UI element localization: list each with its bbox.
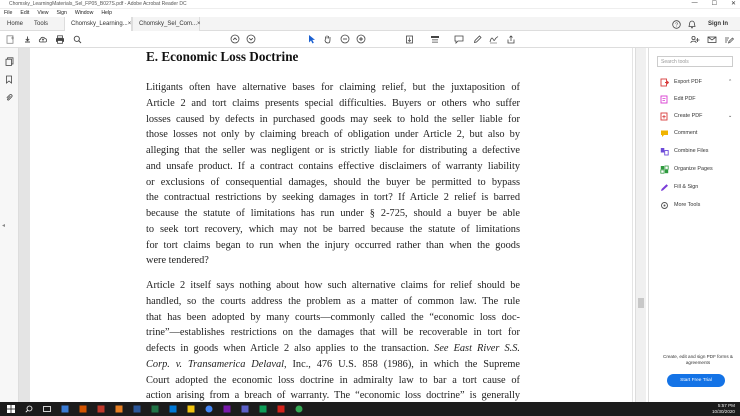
scroll-mode-icon[interactable] bbox=[430, 34, 440, 44]
app-icon[interactable] bbox=[150, 404, 160, 414]
previous-page-icon[interactable] bbox=[230, 34, 240, 44]
app-icon[interactable] bbox=[222, 404, 232, 414]
chevron-up-icon[interactable]: ⌃ bbox=[728, 79, 733, 85]
attachment-icon[interactable] bbox=[4, 92, 14, 102]
tool-label: Comment bbox=[674, 130, 698, 136]
tab-home[interactable]: Home bbox=[7, 21, 24, 27]
main-toolbar bbox=[0, 31, 740, 48]
sign-tool-icon[interactable] bbox=[489, 34, 499, 44]
text-line: trine”—establishes restrictions on the damages that will be recoverable in tort for bbox=[146, 327, 520, 339]
tool-export-pdf[interactable] bbox=[660, 77, 733, 87]
text-line bbox=[146, 357, 520, 373]
share-icon[interactable] bbox=[506, 34, 516, 44]
app-icon[interactable] bbox=[204, 404, 214, 414]
svg-text:?: ? bbox=[674, 21, 679, 28]
case-citation: See East River S.S. bbox=[434, 343, 521, 354]
tab-document-2[interactable] bbox=[132, 17, 200, 31]
clock-date: 10/30/2020 bbox=[712, 408, 735, 414]
hand-tool-icon[interactable] bbox=[322, 34, 332, 44]
tools-panel bbox=[648, 48, 740, 402]
tool-label: Create PDF bbox=[674, 113, 703, 119]
menu-file[interactable]: File bbox=[4, 10, 13, 16]
text-line: losses caused by defects in purchased goods may seek to hold the seller liable for bbox=[146, 113, 520, 125]
tool-more-tools[interactable] bbox=[660, 200, 700, 210]
text-line: alleging that the seller was negligent or is strictly liable for distributing a defective bbox=[146, 145, 520, 156]
menu-edit[interactable]: Edit bbox=[20, 10, 30, 16]
page-thumbnails-icon[interactable] bbox=[4, 56, 14, 66]
app-icon[interactable] bbox=[78, 404, 88, 414]
tool-organize-pages[interactable] bbox=[660, 164, 713, 174]
next-page-icon[interactable] bbox=[246, 34, 256, 44]
edit-pdf-icon bbox=[660, 95, 669, 104]
zoom-in-icon[interactable] bbox=[356, 34, 366, 44]
export-pdf-icon bbox=[660, 78, 669, 87]
section-heading: E. Economic Loss Doctrine bbox=[146, 49, 299, 64]
text-line: Article 2 and tort claims presents special difficulties. Buyers or others who suffer bbox=[146, 97, 520, 109]
app-icon[interactable] bbox=[60, 404, 70, 414]
comment-tool-icon[interactable] bbox=[454, 34, 464, 44]
pdf-page bbox=[30, 48, 632, 402]
tool-edit-pdf[interactable] bbox=[660, 94, 696, 104]
menu-view[interactable]: View bbox=[37, 10, 49, 16]
scrollbar-thumb[interactable] bbox=[638, 298, 644, 308]
search-icon[interactable] bbox=[24, 404, 34, 414]
tab-document-1-label: Chomsky_Learning... bbox=[71, 21, 128, 27]
window-title: Chomsky_LearningMaterials_Sel_FP05_B027S.pdf - Adobe Acrobat Reader DC bbox=[9, 1, 187, 7]
text-line: that has been adopted by many courts—commonly called the “economic loss doc- bbox=[146, 311, 520, 323]
comment-icon bbox=[660, 129, 669, 138]
text-line: action arising from a breach of warranty. The “economic loss doctrine” is generally bbox=[146, 390, 520, 402]
app-icon[interactable] bbox=[294, 404, 304, 414]
text-line: because the statute of limitations has run under § 2-725, should a buyer be able bbox=[146, 208, 520, 219]
menu-bar bbox=[0, 9, 740, 17]
document-view[interactable] bbox=[19, 48, 633, 402]
more-tools-icon bbox=[660, 201, 669, 210]
text-run: , Inc., 476 U.S. 858 (1986), in which the Supreme bbox=[284, 358, 520, 370]
paragraph-1 bbox=[146, 80, 520, 269]
create-icon[interactable] bbox=[5, 34, 15, 44]
start-free-trial-button[interactable]: Start Free Trial bbox=[667, 374, 725, 387]
tool-create-pdf[interactable] bbox=[660, 111, 733, 121]
sign-in-button[interactable]: Sign In bbox=[708, 21, 728, 27]
tool-label: Organize Pages bbox=[674, 166, 713, 172]
create-pdf-icon bbox=[660, 112, 669, 121]
tool-comment[interactable] bbox=[660, 128, 697, 138]
menu-help[interactable]: Help bbox=[101, 10, 112, 16]
text-line: handled, so the courts address the problem as a matter of common law. The rule bbox=[146, 295, 520, 307]
paragraph-2 bbox=[146, 278, 520, 402]
text-line: Litigants often have alternative bases for claiming relief, but the juxtaposition of bbox=[146, 82, 520, 93]
app-icon[interactable] bbox=[258, 404, 268, 414]
search-icon[interactable] bbox=[72, 34, 82, 44]
app-icon[interactable] bbox=[186, 404, 196, 414]
text-line: Article 2 itself says nothing about how such alternative claims for relief should be bbox=[146, 280, 520, 291]
print-icon[interactable] bbox=[55, 34, 65, 44]
notifications-icon[interactable] bbox=[688, 17, 696, 31]
combine-files-icon bbox=[660, 147, 669, 156]
menu-window[interactable]: Window bbox=[74, 10, 94, 16]
tool-label: Edit PDF bbox=[674, 96, 696, 102]
taskbar-clock[interactable] bbox=[712, 403, 735, 414]
windows-start-icon[interactable] bbox=[6, 404, 16, 414]
fit-page-icon[interactable] bbox=[404, 34, 414, 44]
text-line: to seek tort recovery, which may not be barred because the statute of limitations bbox=[146, 223, 520, 235]
upload-cloud-icon[interactable] bbox=[38, 34, 48, 44]
select-cursor-icon[interactable] bbox=[306, 34, 316, 44]
search-tools-input[interactable]: Search tools bbox=[657, 56, 733, 67]
text-line: or exclusions of consequential damages, should the buyer be permitted to bypass bbox=[146, 176, 520, 188]
tab-tools[interactable]: Tools bbox=[34, 21, 49, 27]
text-line: were tendered? bbox=[146, 255, 209, 267]
tab-document-1[interactable] bbox=[64, 17, 132, 31]
app-icon[interactable] bbox=[168, 404, 178, 414]
zoom-out-icon[interactable] bbox=[340, 34, 350, 44]
tool-combine-files[interactable] bbox=[660, 146, 708, 156]
chevron-down-icon[interactable]: ⌄ bbox=[728, 113, 733, 119]
text-line: those losses not only by claiming breach of obligation under Article 2, but also by bbox=[146, 129, 520, 141]
bookmark-icon[interactable] bbox=[4, 74, 14, 84]
text-line: Court adopted the economic loss doctrine in admiralty law to bar a tort cause of bbox=[146, 374, 520, 386]
fill-sign-icon bbox=[660, 183, 669, 192]
tab-close-icon[interactable]: × bbox=[197, 21, 201, 27]
windows-taskbar bbox=[0, 402, 740, 416]
vertical-scrollbar[interactable] bbox=[635, 48, 646, 402]
task-view-icon[interactable] bbox=[42, 404, 52, 414]
text-line bbox=[146, 341, 520, 357]
tool-label: More Tools bbox=[674, 202, 701, 208]
collapse-left-arrow-icon[interactable]: ◂ bbox=[2, 223, 6, 229]
promo-text: Create, edit and sign PDF forms & agreements bbox=[663, 354, 733, 365]
acrobat-icon[interactable] bbox=[276, 404, 286, 414]
text-run: defects in goods when Article 2 also applies to the transaction. bbox=[146, 343, 435, 354]
tool-label: Fill & Sign bbox=[674, 184, 699, 190]
tab-close-icon[interactable]: × bbox=[127, 21, 132, 27]
text-line: the contractual restrictions by seeking damages in tort? If Article 2 relief is barred bbox=[146, 192, 520, 204]
menu-sign[interactable]: Sign bbox=[56, 10, 67, 16]
maximize-button[interactable]: ☐ bbox=[711, 1, 717, 7]
tab-document-2-label: Chomsky_Sel_Com... bbox=[139, 21, 198, 27]
edit-text-icon[interactable] bbox=[724, 34, 734, 44]
share-people-icon[interactable] bbox=[690, 34, 700, 44]
case-citation: Corp. v. Transamerica Delaval bbox=[146, 358, 285, 370]
save-icon[interactable] bbox=[22, 34, 32, 44]
app-icon[interactable] bbox=[240, 404, 250, 414]
tool-fill-sign[interactable] bbox=[660, 182, 698, 192]
tool-label: Export PDF bbox=[674, 79, 702, 85]
minimize-button[interactable]: — bbox=[691, 0, 698, 6]
clock-time: 5:57 PM bbox=[717, 403, 735, 408]
help-icon[interactable] bbox=[672, 17, 681, 31]
app-icon[interactable] bbox=[114, 404, 124, 414]
text-line: and unsafe product. If a contract contains effective disclaimers of warranty liability bbox=[146, 160, 520, 172]
app-icon[interactable] bbox=[96, 404, 106, 414]
pen-tool-icon[interactable] bbox=[472, 34, 482, 44]
window-titlebar bbox=[0, 0, 740, 9]
text-line: for tort claims began to run when the injury occurred rather than when the goods bbox=[146, 239, 520, 251]
left-navigation-rail bbox=[0, 48, 19, 402]
envelope-icon[interactable] bbox=[707, 34, 717, 44]
app-icon[interactable] bbox=[132, 404, 142, 414]
tab-bar bbox=[0, 17, 740, 31]
close-window-button[interactable]: ✕ bbox=[730, 1, 736, 7]
organize-pages-icon bbox=[660, 165, 669, 174]
tool-label: Combine Files bbox=[674, 148, 709, 154]
